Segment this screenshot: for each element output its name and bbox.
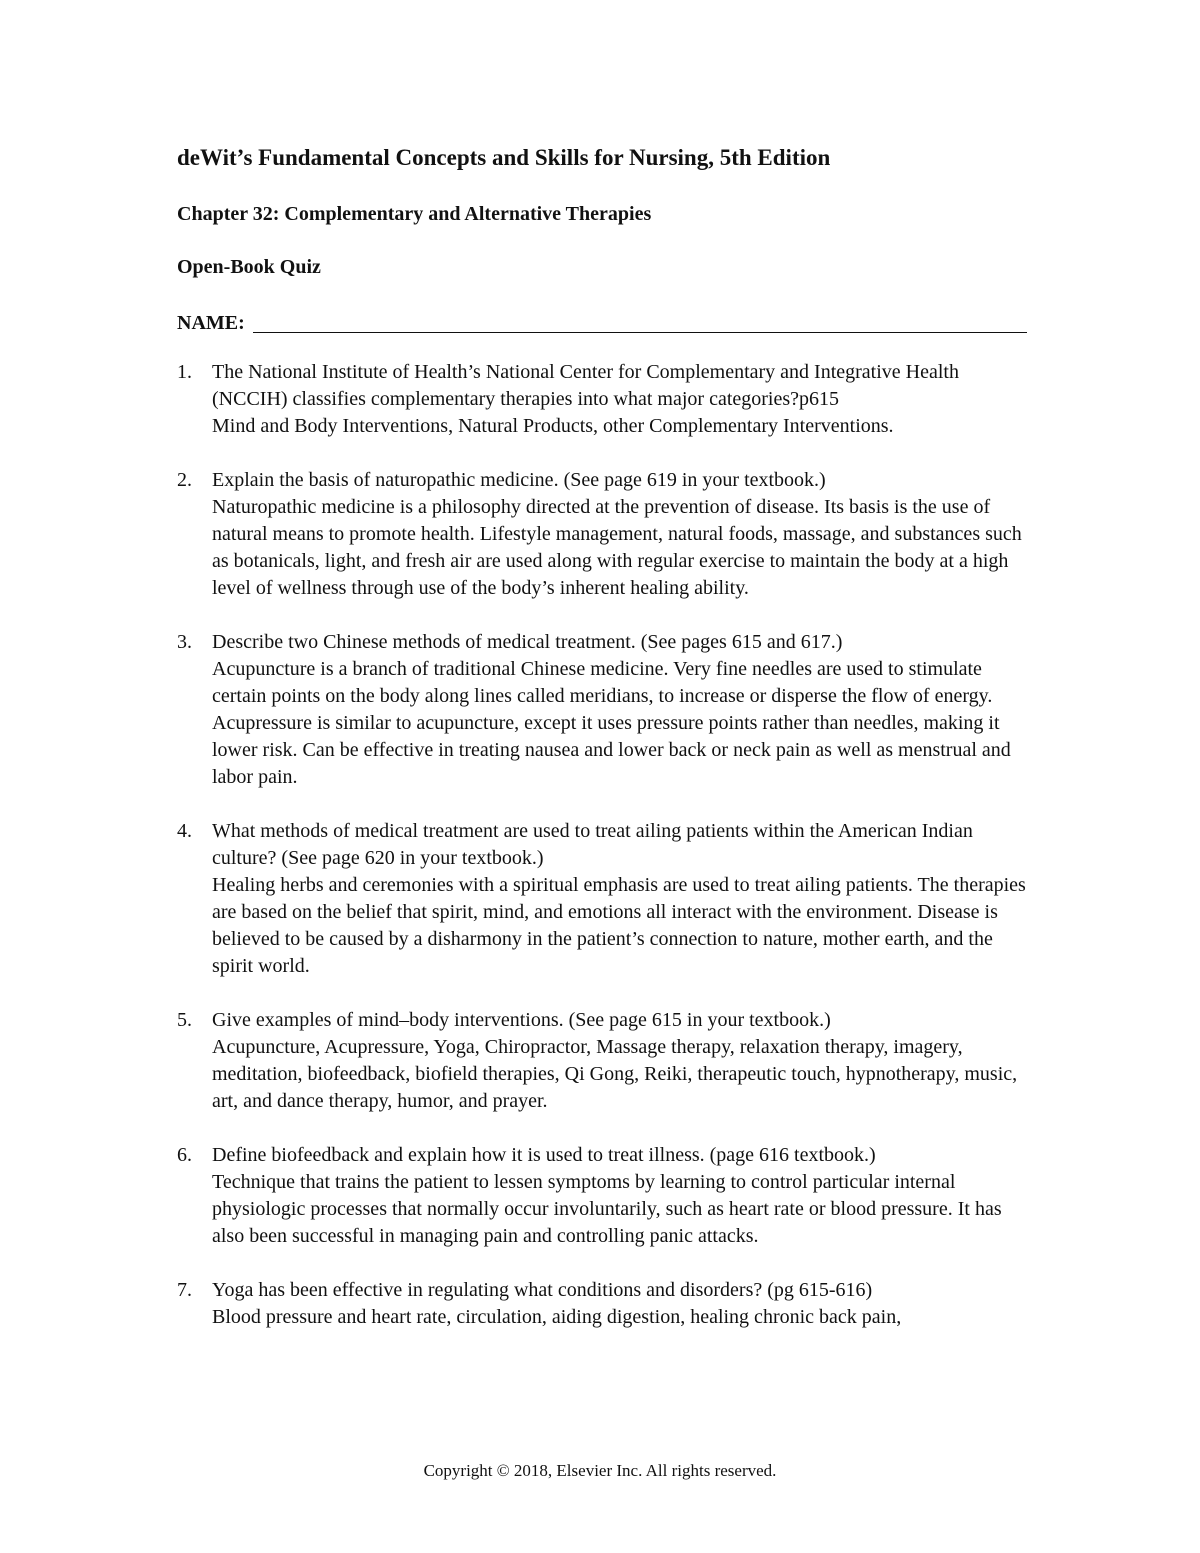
question-number: 3. [177,631,192,653]
question-number: 2. [177,469,192,491]
question-text: What methods of medical treatment are used to treat ailing patients within the American Indian culture? (See page 620 in your textbook.) [212,820,973,869]
question-body [212,1142,1027,1250]
quiz-label: Open-Book Quiz [177,256,321,278]
document-content [177,143,1027,1358]
name-blank-line [253,312,1027,333]
question-text: Define biofeedback and explain how it is used to treat illness. (page 616 textbook.) [212,1144,876,1166]
question-number: 7. [177,1279,192,1301]
answer-text: Naturopathic medicine is a philosophy directed at the prevention of disease. Its basis is the use of natural means to promote health. Lifestyle management, natural foods, massage, and substances such as botanicals, light, and fresh air are used along with regular exercise to maintain the body at a high level of wellness through use of the body’s inherent healing ability. [212,496,1022,599]
question-item [177,1142,1027,1250]
question-item [177,818,1027,980]
name-label: NAME: [177,312,245,334]
question-body [212,1277,1027,1331]
question-body [212,818,1027,980]
question-item [177,629,1027,791]
question-text: Explain the basis of naturopathic medicine. (See page 619 in your textbook.) [212,469,826,491]
question-number: 6. [177,1144,192,1166]
question-body [212,629,1027,791]
question-text: The National Institute of Health’s National Center for Complementary and Integrative Health (NCCIH) classifies complementary therapies into what major categories?p615 [212,361,959,410]
question-item [177,467,1027,602]
question-body [212,467,1027,602]
question-item [177,1277,1027,1331]
question-number: 5. [177,1009,192,1031]
question-item [177,1007,1027,1115]
question-text: Give examples of mind–body interventions. (See page 615 in your textbook.) [212,1009,831,1031]
chapter-title: Chapter 32: Complementary and Alternative Therapies [177,203,652,225]
question-item [177,359,1027,440]
question-text: Yoga has been effective in regulating what conditions and disorders? (pg 615-616) [212,1279,873,1301]
book-title: deWit’s Fundamental Concepts and Skills for Nursing, 5th Edition [177,145,831,170]
question-number: 4. [177,820,192,842]
answer-text: Technique that trains the patient to lessen symptoms by learning to control particular internal physiologic processes that normally occur involuntarily, such as heart rate or blood pressure. It has also been successful in managing pain and controlling panic attacks. [212,1171,1002,1247]
answer-text: Acupuncture is a branch of traditional Chinese medicine. Very fine needles are used to stimulate certain points on the body along lines called meridians, to increase or disperse the flow of energy. Acupressure is similar to acupuncture, except it uses pressure points rather than needles, making it lower risk. Can be effective in treating nausea and lower back or neck pain as well as menstrual and labor pain. [212,658,1011,788]
answer-text: Healing herbs and ceremonies with a spiritual emphasis are used to treat ailing patients. The therapies are based on the belief that spirit, mind, and emotions all interact with the environment. Disease is believed to be caused by a disharmony in the patient’s connection to nature, mother earth, and the spirit world. [212,874,1026,977]
question-text: Describe two Chinese methods of medical treatment. (See pages 615 and 617.) [212,631,843,653]
question-body [212,1007,1027,1115]
question-number: 1. [177,361,192,383]
name-row [177,307,1027,337]
question-list [177,359,1027,1331]
answer-text: Blood pressure and heart rate, circulation, aiding digestion, healing chronic back pain, [212,1306,902,1328]
answer-text: Mind and Body Interventions, Natural Products, other Complementary Interventions. [212,415,894,437]
answer-text: Acupuncture, Acupressure, Yoga, Chiropractor, Massage therapy, relaxation therapy, imagery, meditation, biofeedback, biofield therapies, Qi Gong, Reiki, therapeutic touch, hypnotherapy, music, art, and dance therapy, humor, and prayer. [212,1036,1018,1112]
question-body [212,359,1027,440]
copyright-footer: Copyright © 2018, Elsevier Inc. All rights reserved. [423,1461,777,1480]
